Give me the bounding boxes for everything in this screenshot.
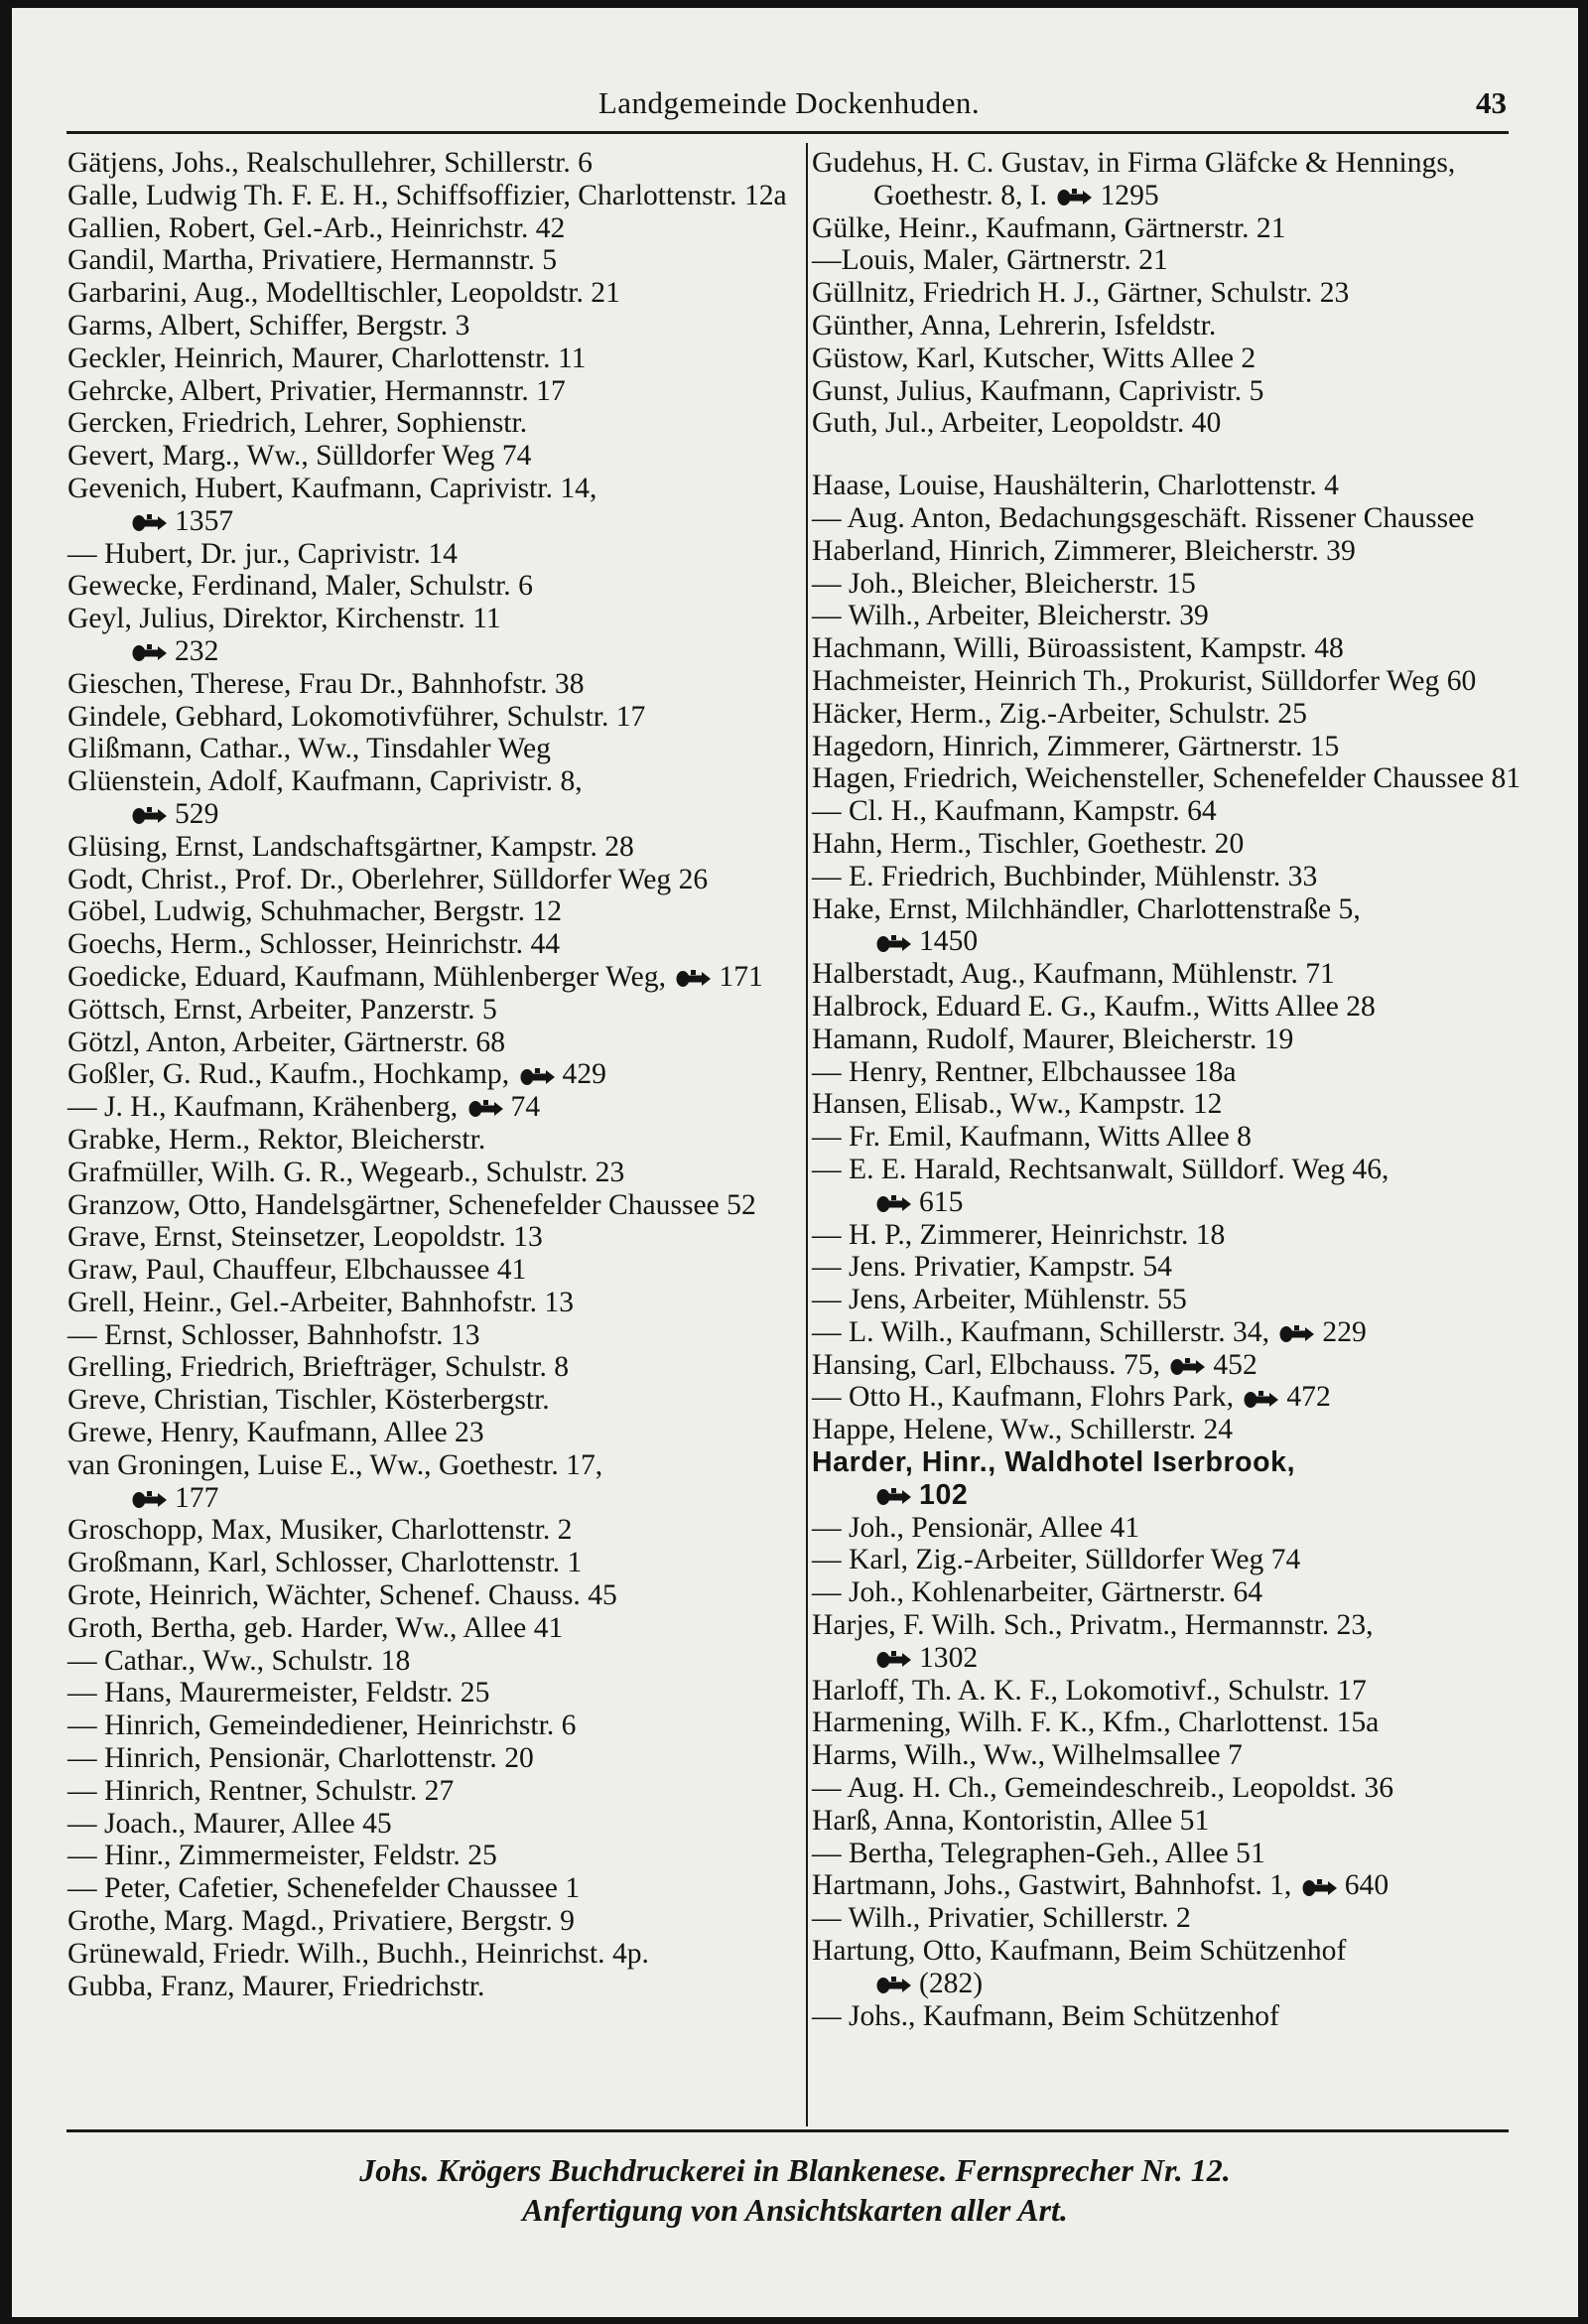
directory-entry bbox=[67, 1091, 788, 1124]
telephone-icon bbox=[1301, 1877, 1341, 1899]
directory-entry bbox=[812, 1707, 1548, 1739]
entry-text: — J. H., Kaufmann, Krähenberg, bbox=[67, 1091, 459, 1124]
entry-text: Hartung, Otto, Kaufmann, Beim Schützenhof bbox=[812, 1935, 1347, 1968]
entry-text: — Joach., Maurer, Allee 45 bbox=[67, 1807, 392, 1840]
entry-text: Happe, Helene, Ww., Schillerstr. 24 bbox=[812, 1414, 1234, 1446]
phone-number: 229 bbox=[1322, 1315, 1367, 1348]
entry-text: — Hans, Maurermeister, Feldstr. 25 bbox=[67, 1677, 490, 1709]
entry-text: Hagen, Friedrich, Weichensteller, Schenefelder Chaussee 81 bbox=[812, 762, 1522, 795]
directory-entry bbox=[67, 1709, 788, 1742]
directory-entry bbox=[67, 212, 788, 245]
entry-text: Götzl, Anton, Arbeiter, Gärtnerstr. 68 bbox=[67, 1025, 505, 1058]
directory-entry bbox=[812, 147, 1548, 212]
directory-entry bbox=[67, 668, 788, 701]
entry-text: — Joh., Kohlenarbeiter, Gärtnerstr. 64 bbox=[812, 1576, 1263, 1609]
directory-entry bbox=[812, 407, 1548, 440]
directory-entry bbox=[812, 600, 1548, 632]
directory-entry bbox=[812, 244, 1548, 277]
directory-entry bbox=[812, 1869, 1548, 1902]
directory-entry bbox=[812, 1251, 1548, 1284]
directory-entry bbox=[812, 342, 1548, 375]
entry-text: Guth, Jul., Arbeiter, Leopoldstr. 40 bbox=[812, 407, 1222, 440]
entry-text: — Wilh., Privatier, Schillerstr. 2 bbox=[812, 1902, 1191, 1935]
entry-text: Gewecke, Ferdinand, Maler, Schulstr. 6 bbox=[67, 570, 533, 603]
entry-text: Grothe, Marg. Magd., Privatiere, Bergstr. 9 bbox=[67, 1905, 575, 1938]
directory-entry bbox=[67, 1971, 788, 2003]
telephone-icon bbox=[875, 1649, 915, 1671]
entry-text: — L. Wilh., Kaufmann, Schillerstr. 34, bbox=[812, 1315, 1270, 1348]
entry-text: Hamann, Rudolf, Maurer, Bleicherstr. 19 bbox=[812, 1023, 1294, 1055]
entry-text: — Hubert, Dr. jur., Caprivistr. 14 bbox=[67, 537, 458, 570]
entry-text: Glißmann, Cathar., Ww., Tinsdahler Weg bbox=[67, 733, 551, 765]
phone-number: 1450 bbox=[919, 925, 979, 958]
left-column bbox=[67, 147, 788, 2002]
directory-entry bbox=[67, 1287, 788, 1319]
telephone-icon bbox=[875, 1975, 915, 1996]
entry-text: Halberstadt, Aug., Kaufmann, Mühlenstr. 71 bbox=[812, 958, 1335, 991]
directory-entry bbox=[812, 731, 1548, 763]
directory-entry bbox=[67, 994, 788, 1026]
entry-text: Harder, Hinr., Waldhotel Iserbrook, bbox=[812, 1446, 1296, 1479]
entry-text: Hahn, Herm., Tischler, Goethestr. 20 bbox=[812, 827, 1245, 860]
directory-entry bbox=[67, 831, 788, 864]
telephone-icon bbox=[1056, 187, 1096, 208]
directory-entry bbox=[812, 632, 1548, 665]
directory-entry bbox=[67, 440, 788, 473]
phone-number: 429 bbox=[562, 1058, 606, 1091]
phone-number: 102 bbox=[919, 1478, 969, 1511]
section-gap bbox=[812, 440, 1548, 470]
directory-entry bbox=[812, 470, 1548, 502]
directory-entry bbox=[67, 733, 788, 765]
directory-entry bbox=[812, 375, 1548, 408]
telephone-icon bbox=[1278, 1323, 1318, 1345]
entry-text: — Cl. H., Kaufmann, Kampstr. 64 bbox=[812, 795, 1217, 828]
entry-text: Haberland, Hinrich, Zimmerer, Bleicherstr. 39 bbox=[812, 534, 1356, 567]
entry-text: — Joh., Bleicher, Bleicherstr. 15 bbox=[812, 567, 1196, 600]
directory-entry bbox=[812, 1739, 1548, 1772]
entry-text: Hartmann, Johs., Gastwirt, Bahnhofst. 1, bbox=[812, 1869, 1292, 1902]
footer-line-2: Anfertigung von Ansichtskarten aller Art. bbox=[522, 2192, 1068, 2228]
telephone-icon bbox=[1243, 1389, 1282, 1411]
entry-text: Gudehus, H. C. Gustav, in Firma Gläfcke & Hennings, Goethestr. 8, I. bbox=[812, 147, 1456, 211]
entry-text: Granzow, Otto, Handelsgärtner, Schenefelder Chaussee 52 bbox=[67, 1188, 756, 1221]
entry-text: Garms, Albert, Schiffer, Bergstr. 3 bbox=[67, 309, 470, 342]
phone-number: 615 bbox=[919, 1185, 964, 1218]
directory-entry bbox=[812, 893, 1548, 959]
entry-text: Groschopp, Max, Musiker, Charlottenstr. 2 bbox=[67, 1514, 573, 1547]
entry-text: Harms, Wilh., Ww., Wilhelmsallee 7 bbox=[812, 1739, 1243, 1772]
directory-entry bbox=[67, 1872, 788, 1905]
directory-entry bbox=[67, 1579, 788, 1612]
entry-text: Glüsing, Ernst, Landschaftsgärtner, Kampstr. 28 bbox=[67, 830, 634, 863]
entry-text: Harjes, F. Wilh. Sch., Privatm., Hermannstr. 23, bbox=[812, 1609, 1374, 1642]
phone-number: 640 bbox=[1344, 1869, 1390, 1902]
directory-entry bbox=[812, 1024, 1548, 1056]
directory-entry bbox=[812, 1805, 1548, 1838]
phone-number: 1357 bbox=[175, 504, 234, 537]
directory-entry bbox=[67, 1449, 788, 1515]
entry-text: Güstow, Karl, Kutscher, Witts Allee 2 bbox=[812, 342, 1257, 374]
entry-text: — E. E. Harald, Rechtsanwalt, Sülldorf. Weg 46, bbox=[812, 1153, 1390, 1185]
directory-entry bbox=[67, 603, 788, 668]
directory-entry bbox=[67, 1319, 788, 1352]
directory-entry bbox=[67, 1384, 788, 1417]
directory-entry bbox=[812, 502, 1548, 535]
directory-entry bbox=[812, 1609, 1548, 1675]
directory-entry bbox=[812, 2000, 1548, 2033]
entry-text: — Joh., Pensionär, Allee 41 bbox=[812, 1511, 1140, 1544]
right-column bbox=[812, 147, 1548, 2032]
entry-text: — Aug. Anton, Bedachungsgeschäft. Rissener Chaussee bbox=[812, 501, 1475, 534]
directory-entry bbox=[812, 1544, 1548, 1576]
entry-text: Grote, Heinrich, Wächter, Schenef. Chauss. 45 bbox=[67, 1579, 617, 1612]
telephone-icon bbox=[467, 1098, 507, 1120]
directory-entry bbox=[67, 538, 788, 571]
entry-text: — H. P., Zimmerer, Heinrichstr. 18 bbox=[812, 1218, 1226, 1251]
entry-text: — Jens, Arbeiter, Mühlenstr. 55 bbox=[812, 1284, 1187, 1316]
directory-entry bbox=[67, 1254, 788, 1287]
directory-entry bbox=[812, 991, 1548, 1024]
directory-entry bbox=[67, 1221, 788, 1254]
phone-number: 74 bbox=[510, 1091, 541, 1124]
directory-entry bbox=[67, 765, 788, 831]
directory-entry bbox=[812, 1414, 1548, 1446]
page-header bbox=[71, 85, 1507, 129]
entry-text: Gevenich, Hubert, Kaufmann, Caprivistr. 14, bbox=[67, 472, 597, 504]
entry-text: — Hinr., Zimmermeister, Feldstr. 25 bbox=[67, 1840, 497, 1872]
entry-text: Hachmeister, Heinrich Th., Prokurist, Sülldorfer Weg 60 bbox=[812, 664, 1477, 697]
entry-text: Gieschen, Therese, Frau Dr., Bahnhofstr. 38 bbox=[67, 667, 585, 700]
directory-entry bbox=[812, 1381, 1548, 1414]
entry-text: Hake, Ernst, Milchhändler, Charlottenstraße 5, bbox=[812, 892, 1361, 925]
directory-entry bbox=[67, 1026, 788, 1059]
phone-number: 232 bbox=[175, 634, 219, 667]
entry-text: Gunst, Julius, Kaufmann, Caprivistr. 5 bbox=[812, 374, 1264, 407]
column-divider bbox=[806, 143, 808, 2126]
directory-entry bbox=[812, 1935, 1548, 2000]
directory-entry bbox=[67, 310, 788, 342]
phone-number: 1295 bbox=[1100, 179, 1159, 211]
directory-entry bbox=[812, 1219, 1548, 1252]
directory-entry bbox=[67, 1124, 788, 1157]
entry-text: Gindele, Gebhard, Lokomotivführer, Schulstr. 17 bbox=[67, 700, 646, 733]
entry-text: Gandil, Martha, Privatiere, Hermannstr. 5 bbox=[67, 244, 558, 277]
entry-text: Gubba, Franz, Maurer, Friedrichstr. bbox=[67, 1970, 485, 2002]
entry-text: Göttsch, Ernst, Arbeiter, Panzerstr. 5 bbox=[67, 993, 497, 1025]
entry-text: Hansen, Elisab., Ww., Kampstr. 12 bbox=[812, 1088, 1223, 1121]
directory-entry bbox=[812, 535, 1548, 568]
entry-text: Gevert, Marg., Ww., Sülldorfer Weg 74 bbox=[67, 440, 532, 473]
entry-text: Güllnitz, Friedrich H. J., Gärtner, Schulstr. 23 bbox=[812, 277, 1350, 310]
entry-text: Gätjens, Johs., Realschullehrer, Schillerstr. 6 bbox=[67, 147, 593, 179]
entry-text: Gercken, Friedrich, Lehrer, Sophienstr. bbox=[67, 407, 528, 440]
printer-advertisement bbox=[12, 2150, 1578, 2230]
entry-text: Harmening, Wilh. F. K., Kfm., Charlottenst. 15a bbox=[812, 1707, 1380, 1739]
entry-text: — Hinrich, Pensionär, Charlottenstr. 20 bbox=[67, 1742, 534, 1775]
entry-text: van Groningen, Luise E., Ww., Goethestr. 17, bbox=[67, 1448, 603, 1481]
directory-entry bbox=[67, 701, 788, 734]
directory-entry bbox=[812, 1675, 1548, 1708]
directory-entry bbox=[67, 1938, 788, 1971]
entry-text: Godt, Christ., Prof. Dr., Oberlehrer, Sülldorfer Weg 26 bbox=[67, 863, 709, 895]
telephone-icon bbox=[675, 968, 715, 990]
entry-text: — Johs., Kaufmann, Beim Schützenhof bbox=[812, 1999, 1279, 2032]
entry-text: — Karl, Zig.-Arbeiter, Sülldorfer Weg 74 bbox=[812, 1544, 1301, 1576]
directory-entry bbox=[812, 1772, 1548, 1805]
entry-text: Graw, Paul, Chauffeur, Elbchaussee 41 bbox=[67, 1254, 527, 1287]
directory-entry bbox=[67, 147, 788, 180]
entry-text: Harloff, Th. A. K. F., Lokomotivf., Schulstr. 17 bbox=[812, 1674, 1367, 1707]
entry-text: Grafmüller, Wilh. G. R., Wegearb., Schulstr. 23 bbox=[67, 1156, 625, 1188]
directory-entry bbox=[812, 665, 1548, 698]
directory-entry bbox=[67, 1351, 788, 1384]
directory-entry bbox=[812, 1284, 1548, 1316]
directory-entry bbox=[67, 180, 788, 212]
directory-entry bbox=[812, 1154, 1548, 1219]
directory-page bbox=[12, 8, 1578, 2317]
directory-entry bbox=[67, 1808, 788, 1841]
entry-text: Günther, Anna, Lehrerin, Isfeldstr. bbox=[812, 309, 1217, 342]
entry-text: — Otto H., Kaufmann, Flohrs Park, bbox=[812, 1381, 1234, 1414]
entry-text: — Bertha, Telegraphen-Geh., Allee 51 bbox=[812, 1837, 1265, 1869]
directory-entry bbox=[812, 1056, 1548, 1089]
directory-entry bbox=[67, 928, 788, 961]
directory-entry bbox=[67, 1514, 788, 1547]
entry-text: — Cathar., Ww., Schulstr. 18 bbox=[67, 1644, 411, 1677]
directory-entry bbox=[812, 1576, 1548, 1609]
footer-rule bbox=[66, 2129, 1509, 2132]
footer-line-1: Johs. Krögers Buchdruckerei in Blankenese. Fernsprecher Nr. 12. bbox=[359, 2152, 1231, 2188]
entry-text: — Fr. Emil, Kaufmann, Witts Allee 8 bbox=[812, 1121, 1252, 1154]
telephone-icon bbox=[1169, 1356, 1209, 1378]
entry-text: Geckler, Heinrich, Maurer, Charlottenstr. 11 bbox=[67, 342, 587, 374]
entry-text: Galle, Ludwig Th. F. E. H., Schiffsoffizier, Charlottenstr. 12a bbox=[67, 179, 787, 211]
directory-entry bbox=[67, 342, 788, 375]
directory-entry bbox=[67, 1417, 788, 1449]
header-rule bbox=[66, 131, 1509, 134]
entry-text: Grell, Heinr., Gel.-Arbeiter, Bahnhofstr. 13 bbox=[67, 1286, 574, 1318]
entry-text: Grabke, Herm., Rektor, Bleicherstr. bbox=[67, 1123, 486, 1156]
entry-text: Grünewald, Friedr. Wilh., Buchh., Heinrichst. 4p. bbox=[67, 1937, 649, 1970]
entry-text: Groth, Bertha, geb. Harder, Ww., Allee 41 bbox=[67, 1611, 564, 1644]
telephone-icon bbox=[875, 1486, 915, 1508]
directory-entry bbox=[812, 1088, 1548, 1121]
phone-number: (282) bbox=[919, 1967, 984, 1999]
directory-entry bbox=[812, 1121, 1548, 1154]
phone-number: 452 bbox=[1213, 1348, 1257, 1381]
directory-entry bbox=[812, 568, 1548, 601]
entry-text: Grave, Ernst, Steinsetzer, Leopoldstr. 13 bbox=[67, 1221, 543, 1254]
directory-entry bbox=[812, 277, 1548, 310]
telephone-icon bbox=[131, 805, 171, 827]
directory-entry bbox=[812, 1838, 1548, 1870]
directory-entry bbox=[812, 1316, 1548, 1349]
entry-text: — Hinrich, Rentner, Schulstr. 27 bbox=[67, 1774, 455, 1807]
directory-entry bbox=[67, 1612, 788, 1645]
directory-entry bbox=[67, 1840, 788, 1872]
directory-entry bbox=[67, 407, 788, 440]
directory-entry bbox=[67, 1645, 788, 1678]
entry-text: Gallien, Robert, Gel.-Arb., Heinrichstr. 42 bbox=[67, 211, 566, 244]
entry-text: Haase, Louise, Haushälterin, Charlottenstr. 4 bbox=[812, 470, 1339, 502]
entry-text: Halbrock, Eduard E. G., Kaufm., Witts Allee 28 bbox=[812, 990, 1376, 1023]
telephone-icon bbox=[131, 1489, 171, 1511]
entry-text: Hansing, Carl, Elbchauss. 75, bbox=[812, 1348, 1160, 1381]
entry-text: Goedicke, Eduard, Kaufmann, Mühlenberger Weg, bbox=[67, 960, 667, 993]
directory-entry bbox=[67, 570, 788, 603]
entry-text: Gülke, Heinr., Kaufmann, Gärtnerstr. 21 bbox=[812, 211, 1286, 244]
entry-text: — Hinrich, Gemeindediener, Heinrichstr. 6 bbox=[67, 1709, 577, 1742]
directory-entry bbox=[67, 1157, 788, 1189]
directory-entry bbox=[67, 1775, 788, 1808]
entry-text: Gehrcke, Albert, Privatier, Hermannstr. 17 bbox=[67, 374, 566, 407]
telephone-icon bbox=[875, 933, 915, 955]
directory-entry bbox=[812, 828, 1548, 861]
directory-entry bbox=[67, 1189, 788, 1222]
page-title: Landgemeinde Dockenhuden. bbox=[597, 85, 981, 120]
entry-text: — Aug. H. Ch., Gemeindeschreib., Leopoldst. 36 bbox=[812, 1772, 1394, 1805]
directory-entry bbox=[67, 1058, 788, 1091]
directory-entry bbox=[812, 795, 1548, 828]
entry-text: Großmann, Karl, Schlosser, Charlottenstr. 1 bbox=[67, 1547, 583, 1579]
entry-text: Grelling, Friedrich, Briefträger, Schulstr. 8 bbox=[67, 1351, 570, 1384]
entry-text: Geyl, Julius, Direktor, Kirchenstr. 11 bbox=[67, 603, 501, 635]
phone-number: 529 bbox=[175, 797, 219, 830]
directory-entry bbox=[812, 212, 1548, 245]
entry-text: Glüenstein, Adolf, Kaufmann, Caprivistr. 8, bbox=[67, 765, 583, 798]
directory-entry bbox=[812, 762, 1548, 795]
phone-number: 177 bbox=[175, 1481, 219, 1514]
directory-entry bbox=[812, 1349, 1548, 1382]
entry-text: — Henry, Rentner, Elbchaussee 18a bbox=[812, 1055, 1237, 1088]
phone-number: 171 bbox=[719, 960, 763, 993]
entry-text: — Ernst, Schlosser, Bahnhofstr. 13 bbox=[67, 1318, 480, 1351]
entry-text: Garbarini, Aug., Modelltischler, Leopoldstr. 21 bbox=[67, 277, 620, 310]
directory-entry bbox=[812, 958, 1548, 991]
entry-text: Göbel, Ludwig, Schuhmacher, Bergstr. 12 bbox=[67, 895, 562, 928]
entry-text: Goechs, Herm., Schlosser, Heinrichstr. 44 bbox=[67, 928, 561, 961]
directory-entry bbox=[812, 310, 1548, 342]
entry-text: Harß, Anna, Kontoristin, Allee 51 bbox=[812, 1804, 1210, 1837]
entry-text: Grewe, Henry, Kaufmann, Allee 23 bbox=[67, 1417, 484, 1449]
directory-entry bbox=[67, 1905, 788, 1938]
entry-text: Goßler, G. Rud., Kaufm., Hochkamp, bbox=[67, 1058, 510, 1091]
directory-entry bbox=[812, 1512, 1548, 1545]
directory-entry bbox=[67, 375, 788, 408]
entry-text: Hachmann, Willi, Büroassistent, Kampstr. 48 bbox=[812, 632, 1344, 665]
directory-entry bbox=[67, 473, 788, 538]
entry-text: Greve, Christian, Tischler, Kösterbergstr. bbox=[67, 1384, 550, 1417]
directory-entry bbox=[67, 895, 788, 928]
directory-entry bbox=[67, 1742, 788, 1775]
entry-text: — Wilh., Arbeiter, Bleicherstr. 39 bbox=[812, 600, 1209, 632]
phone-number: 1302 bbox=[919, 1641, 979, 1674]
entry-text: — Peter, Cafetier, Schenefelder Chaussee 1 bbox=[67, 1872, 581, 1905]
page-number: 43 bbox=[1476, 85, 1507, 120]
directory-entry bbox=[812, 1446, 1548, 1512]
phone-number: 472 bbox=[1286, 1381, 1331, 1414]
entry-text: — E. Friedrich, Buchbinder, Mühlenstr. 33 bbox=[812, 860, 1318, 892]
entry-text: —Louis, Maler, Gärtnerstr. 21 bbox=[812, 244, 1168, 277]
telephone-icon bbox=[131, 512, 171, 534]
entry-text: Häcker, Herm., Zig.-Arbeiter, Schulstr. 25 bbox=[812, 697, 1307, 730]
telephone-icon bbox=[519, 1066, 559, 1088]
directory-entry bbox=[812, 698, 1548, 731]
directory-entry bbox=[67, 961, 788, 994]
directory-entry bbox=[67, 1547, 788, 1579]
directory-entry bbox=[67, 864, 788, 896]
telephone-icon bbox=[875, 1193, 915, 1215]
directory-entry bbox=[67, 277, 788, 310]
directory-entry bbox=[812, 1902, 1548, 1935]
entry-text: Hagedorn, Hinrich, Zimmerer, Gärtnerstr. 15 bbox=[812, 730, 1340, 762]
directory-entry bbox=[67, 244, 788, 277]
entry-text: — Jens. Privatier, Kampstr. 54 bbox=[812, 1251, 1172, 1284]
directory-entry bbox=[67, 1677, 788, 1709]
telephone-icon bbox=[131, 642, 171, 664]
directory-entry bbox=[812, 861, 1548, 893]
